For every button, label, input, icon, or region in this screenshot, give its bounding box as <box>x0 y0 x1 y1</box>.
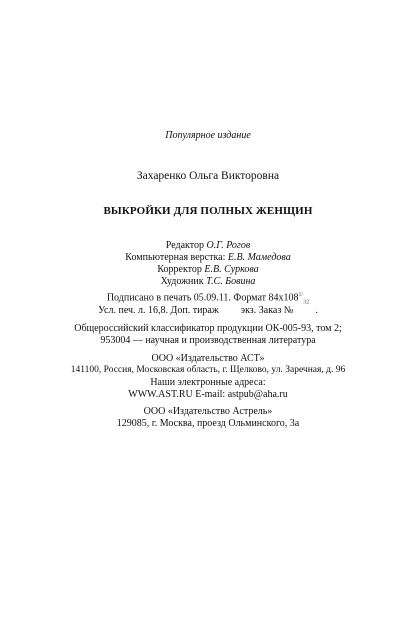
layout-name: Е.В. Мамедова <box>227 252 291 263</box>
layout-credit <box>0 252 416 263</box>
publisher-ast-name: ООО «Издательство АСТ» <box>151 353 265 364</box>
sheets-text: Усл. печ. л. 16,8. Доп. тираж <box>98 305 219 316</box>
format-fraction-top: 1/ <box>298 292 304 298</box>
copies-text: экз. Заказ № <box>240 305 294 316</box>
editor-label: Редактор <box>165 240 205 251</box>
artist-label: Художник <box>160 276 204 287</box>
editor-credit <box>0 240 416 251</box>
publisher-astrel-address: 129085, г. Москва, проезд Ольминского, 3а <box>116 418 300 429</box>
author-name: Захаренко Ольга Викторовна <box>136 170 280 182</box>
print-sheets-line <box>0 305 416 316</box>
format-fraction-bottom: 32 <box>303 299 310 306</box>
corrector-label: Корректор <box>157 264 202 275</box>
classifier-line-2: 953004 — научная и производственная литература <box>100 335 316 346</box>
print-signed-line <box>0 292 416 305</box>
publisher-ast-address: 141100, Россия, Московская область, г. Щелково, ул. Заречная, д. 96 <box>70 365 346 375</box>
artist-name: Т.С. Бовина <box>206 276 256 287</box>
signed-text: Подписано в печать 05.09.11. Формат 84x108 <box>106 292 299 304</box>
corrector-name: Е.В. Суркова <box>204 264 259 275</box>
classifier-line-1: Общероссийский классификатор продукции ОК-005-93, том 2; <box>74 323 342 334</box>
book-title: ВЫКРОЙКИ ДЛЯ ПОЛНЫХ ЖЕНЩИН <box>103 205 313 217</box>
publisher-astrel-name: ООО «Издательство Астрель» <box>143 406 273 417</box>
editor-name: О.Г. Рогов <box>206 240 251 251</box>
layout-label: Компьютерная верстка: <box>125 252 226 263</box>
artist-credit <box>0 276 416 287</box>
corrector-credit <box>0 264 416 275</box>
end-dot: . <box>315 305 318 316</box>
email-heading: Наши электронные адреса: <box>150 377 266 388</box>
popular-edition-label: Популярное издание <box>165 130 251 141</box>
web-email-line: WWW.AST.RU E-mail: astpub@aha.ru <box>128 389 288 400</box>
